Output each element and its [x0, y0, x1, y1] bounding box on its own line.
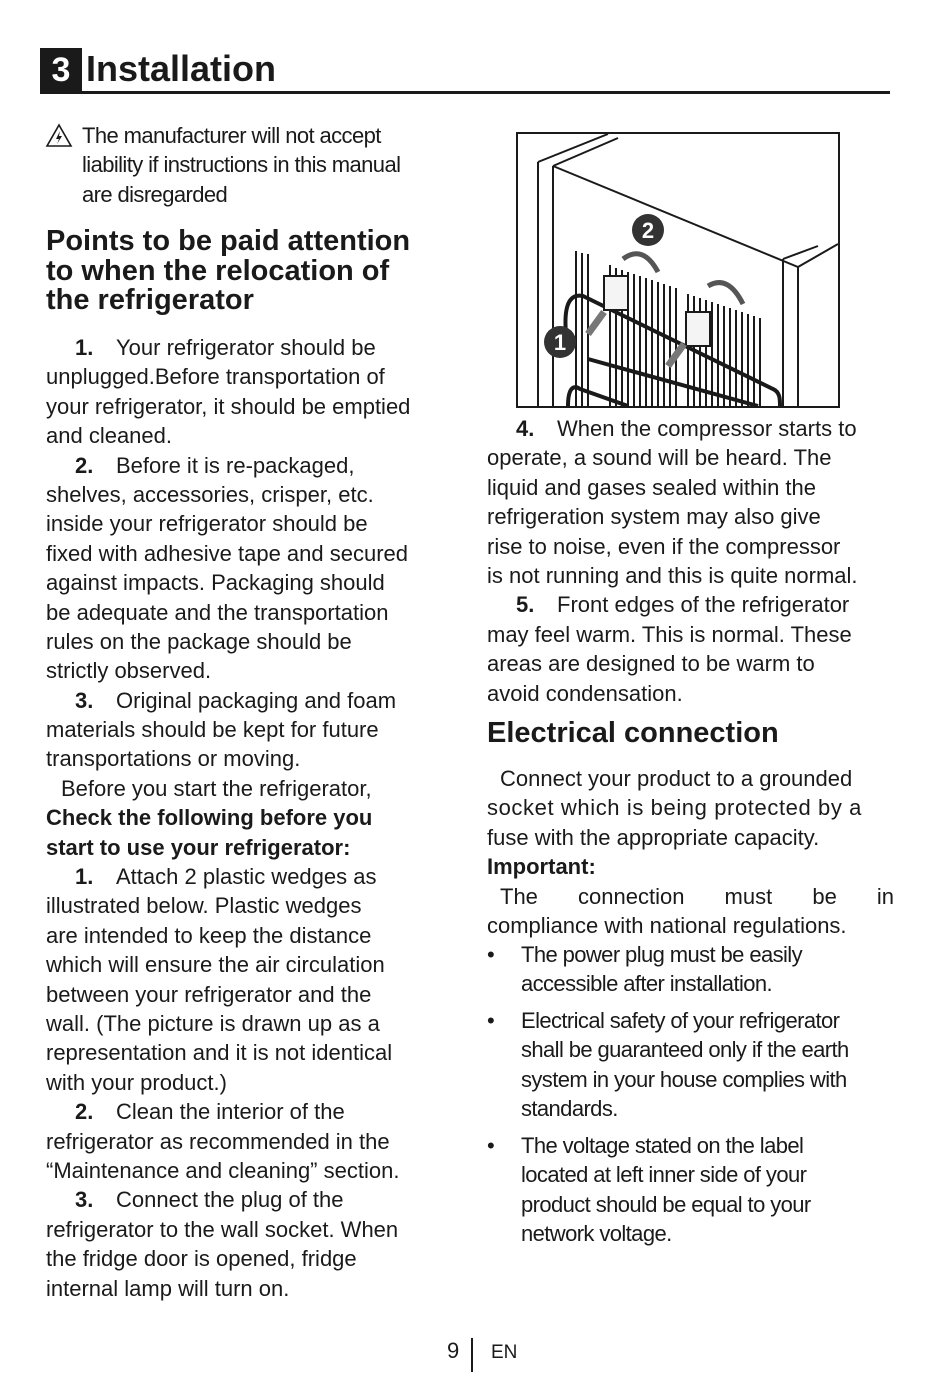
text-line: The voltage stated on the label — [521, 1133, 804, 1158]
text-line: the fridge door is opened, fridge — [46, 1246, 357, 1272]
text-line: liquid and gases sealed within the — [487, 474, 817, 500]
text-line — [487, 414, 858, 443]
text-line: refrigerator to the wall socket. When — [46, 1216, 399, 1242]
text-line: between your refrigerator and the — [46, 981, 372, 1007]
bullet-icon: • — [487, 1008, 495, 1033]
step-text: Connect the plug of the — [116, 1187, 344, 1213]
warning-line: are disregarded — [82, 181, 228, 207]
text-line — [46, 686, 410, 715]
compressor-notes — [487, 414, 858, 708]
text-line — [487, 590, 858, 619]
text-line: illustrated below. Plastic wedges — [46, 893, 362, 919]
step-number: 2. — [75, 452, 94, 478]
section-number: 3 — [40, 48, 82, 93]
text-line: product should be equal to your — [521, 1191, 811, 1217]
warning-note — [82, 121, 400, 209]
text-line — [46, 862, 410, 891]
text-line — [46, 1185, 410, 1214]
step-number: 1. — [75, 864, 94, 890]
callout-label: 2 — [641, 218, 655, 243]
warning-line: The manufacturer will not accept — [82, 123, 381, 148]
text-line: transportations or moving. — [46, 746, 301, 772]
text-line: The power plug must be easily — [521, 942, 802, 967]
step-text: When the compressor starts to — [557, 416, 857, 441]
heading-line: to when the relocation of — [46, 254, 390, 287]
text-line: Connect your product to a grounded — [500, 766, 853, 791]
text-line: fuse with the appropriate capacity. — [487, 824, 820, 850]
important-label: Important: — [487, 854, 596, 880]
text-line: representation and it is not identical — [46, 1040, 393, 1066]
text-line: internal lamp will turn on. — [46, 1275, 290, 1301]
text-line: standards. — [521, 1096, 618, 1122]
heading-line: the refrigerator — [46, 284, 254, 317]
text-line: “Maintenance and cleaning” section. — [46, 1157, 400, 1183]
bullet-item — [487, 1131, 811, 1249]
text-line: compliance with national regulations. — [487, 912, 847, 938]
text-line: shelves, accessories, crisper, etc. — [46, 481, 374, 507]
step-number: 1. — [75, 335, 94, 360]
text-line: start to use your refrigerator: — [46, 834, 351, 860]
page-title: Installation — [86, 48, 277, 89]
callout-label: 1 — [553, 330, 567, 355]
text-line: refrigerator as recommended in the — [46, 1128, 390, 1154]
text-line — [46, 333, 410, 362]
step-number: 4. — [516, 416, 535, 441]
text-line: system in your house complies with — [521, 1066, 847, 1092]
text-line: may feel warm. This is normal. These — [487, 621, 852, 647]
bullet-icon: • — [487, 1133, 495, 1158]
step-text: Attach 2 plastic wedges as — [116, 864, 377, 890]
text-line — [46, 1097, 410, 1126]
text-line: and cleaned. — [46, 423, 172, 449]
text-line: avoid condensation. — [487, 680, 683, 706]
warning-line: liability if instructions in this manual — [82, 152, 401, 178]
text-line: with your product.) — [46, 1069, 227, 1095]
text-line: shall be guaranteed only if the earth — [521, 1037, 849, 1063]
page-number: 9 — [447, 1338, 460, 1363]
electrical-body — [487, 764, 897, 940]
text-line: rise to noise, even if the compressor — [487, 533, 841, 559]
relocation-heading — [46, 227, 410, 316]
heading-line: Points to be paid attention — [46, 225, 411, 257]
header-rule — [40, 91, 890, 94]
text-line: wall. (The picture is drawn up as a — [46, 1010, 380, 1036]
text-line: unplugged.Before transportation of — [46, 364, 385, 390]
text-line: are intended to keep the distance — [46, 922, 372, 948]
text-line: is not running and this is quite normal. — [487, 562, 858, 588]
wedge-installation-illustration — [516, 132, 840, 408]
step-number: 2. — [75, 1099, 94, 1125]
step-text: Your refrigerator should be — [116, 335, 376, 360]
text-line: refrigeration system may also give — [487, 504, 821, 530]
text-line: socket which is being protected by a — [487, 795, 863, 821]
bullet-item — [487, 940, 802, 999]
text-line: your refrigerator, it should be emptied — [46, 393, 411, 419]
language-code: EN — [491, 1342, 518, 1363]
text-line: inside your refrigerator should be — [46, 511, 368, 537]
step-text: Clean the interior of the — [116, 1099, 345, 1125]
relocation-body — [46, 333, 410, 1303]
text-line: against impacts. Packaging should — [46, 570, 385, 596]
text-line: accessible after installation. — [521, 971, 773, 997]
text-line: located at left inner side of your — [521, 1162, 807, 1188]
text-line: fixed with adhesive tape and secured — [46, 540, 409, 566]
footer-divider — [471, 1338, 473, 1372]
bullet-icon: • — [487, 942, 495, 967]
text-line: areas are designed to be warm to — [487, 651, 815, 677]
text-line: rules on the package should be — [46, 628, 352, 654]
text-line: which will ensure the air circulation — [46, 952, 385, 978]
text-line: be adequate and the transportation — [46, 599, 389, 625]
text-line: Check the following before you — [46, 805, 373, 831]
electrical-heading: Electrical connection — [487, 717, 779, 749]
text-line: The connection must be in — [500, 883, 895, 909]
bullet-item — [487, 1006, 849, 1124]
text-line: materials should be kept for future — [46, 717, 379, 743]
text-line: Electrical safety of your refrigerator — [521, 1008, 840, 1033]
step-number: 3. — [75, 687, 94, 713]
step-text: Original packaging and foam — [116, 687, 397, 713]
step-number: 3. — [75, 1187, 94, 1213]
text-line: network voltage. — [521, 1221, 672, 1247]
text-line: strictly observed. — [46, 658, 212, 684]
step-text: Front edges of the refrigerator — [557, 592, 850, 618]
text-line: Before you start the refrigerator, — [61, 775, 372, 801]
step-text: Before it is re-packaged, — [116, 452, 355, 478]
warning-triangle-icon — [45, 123, 73, 148]
text-line: operate, a sound will be heard. The — [487, 445, 832, 471]
step-number: 5. — [516, 592, 535, 618]
text-line — [46, 451, 410, 480]
